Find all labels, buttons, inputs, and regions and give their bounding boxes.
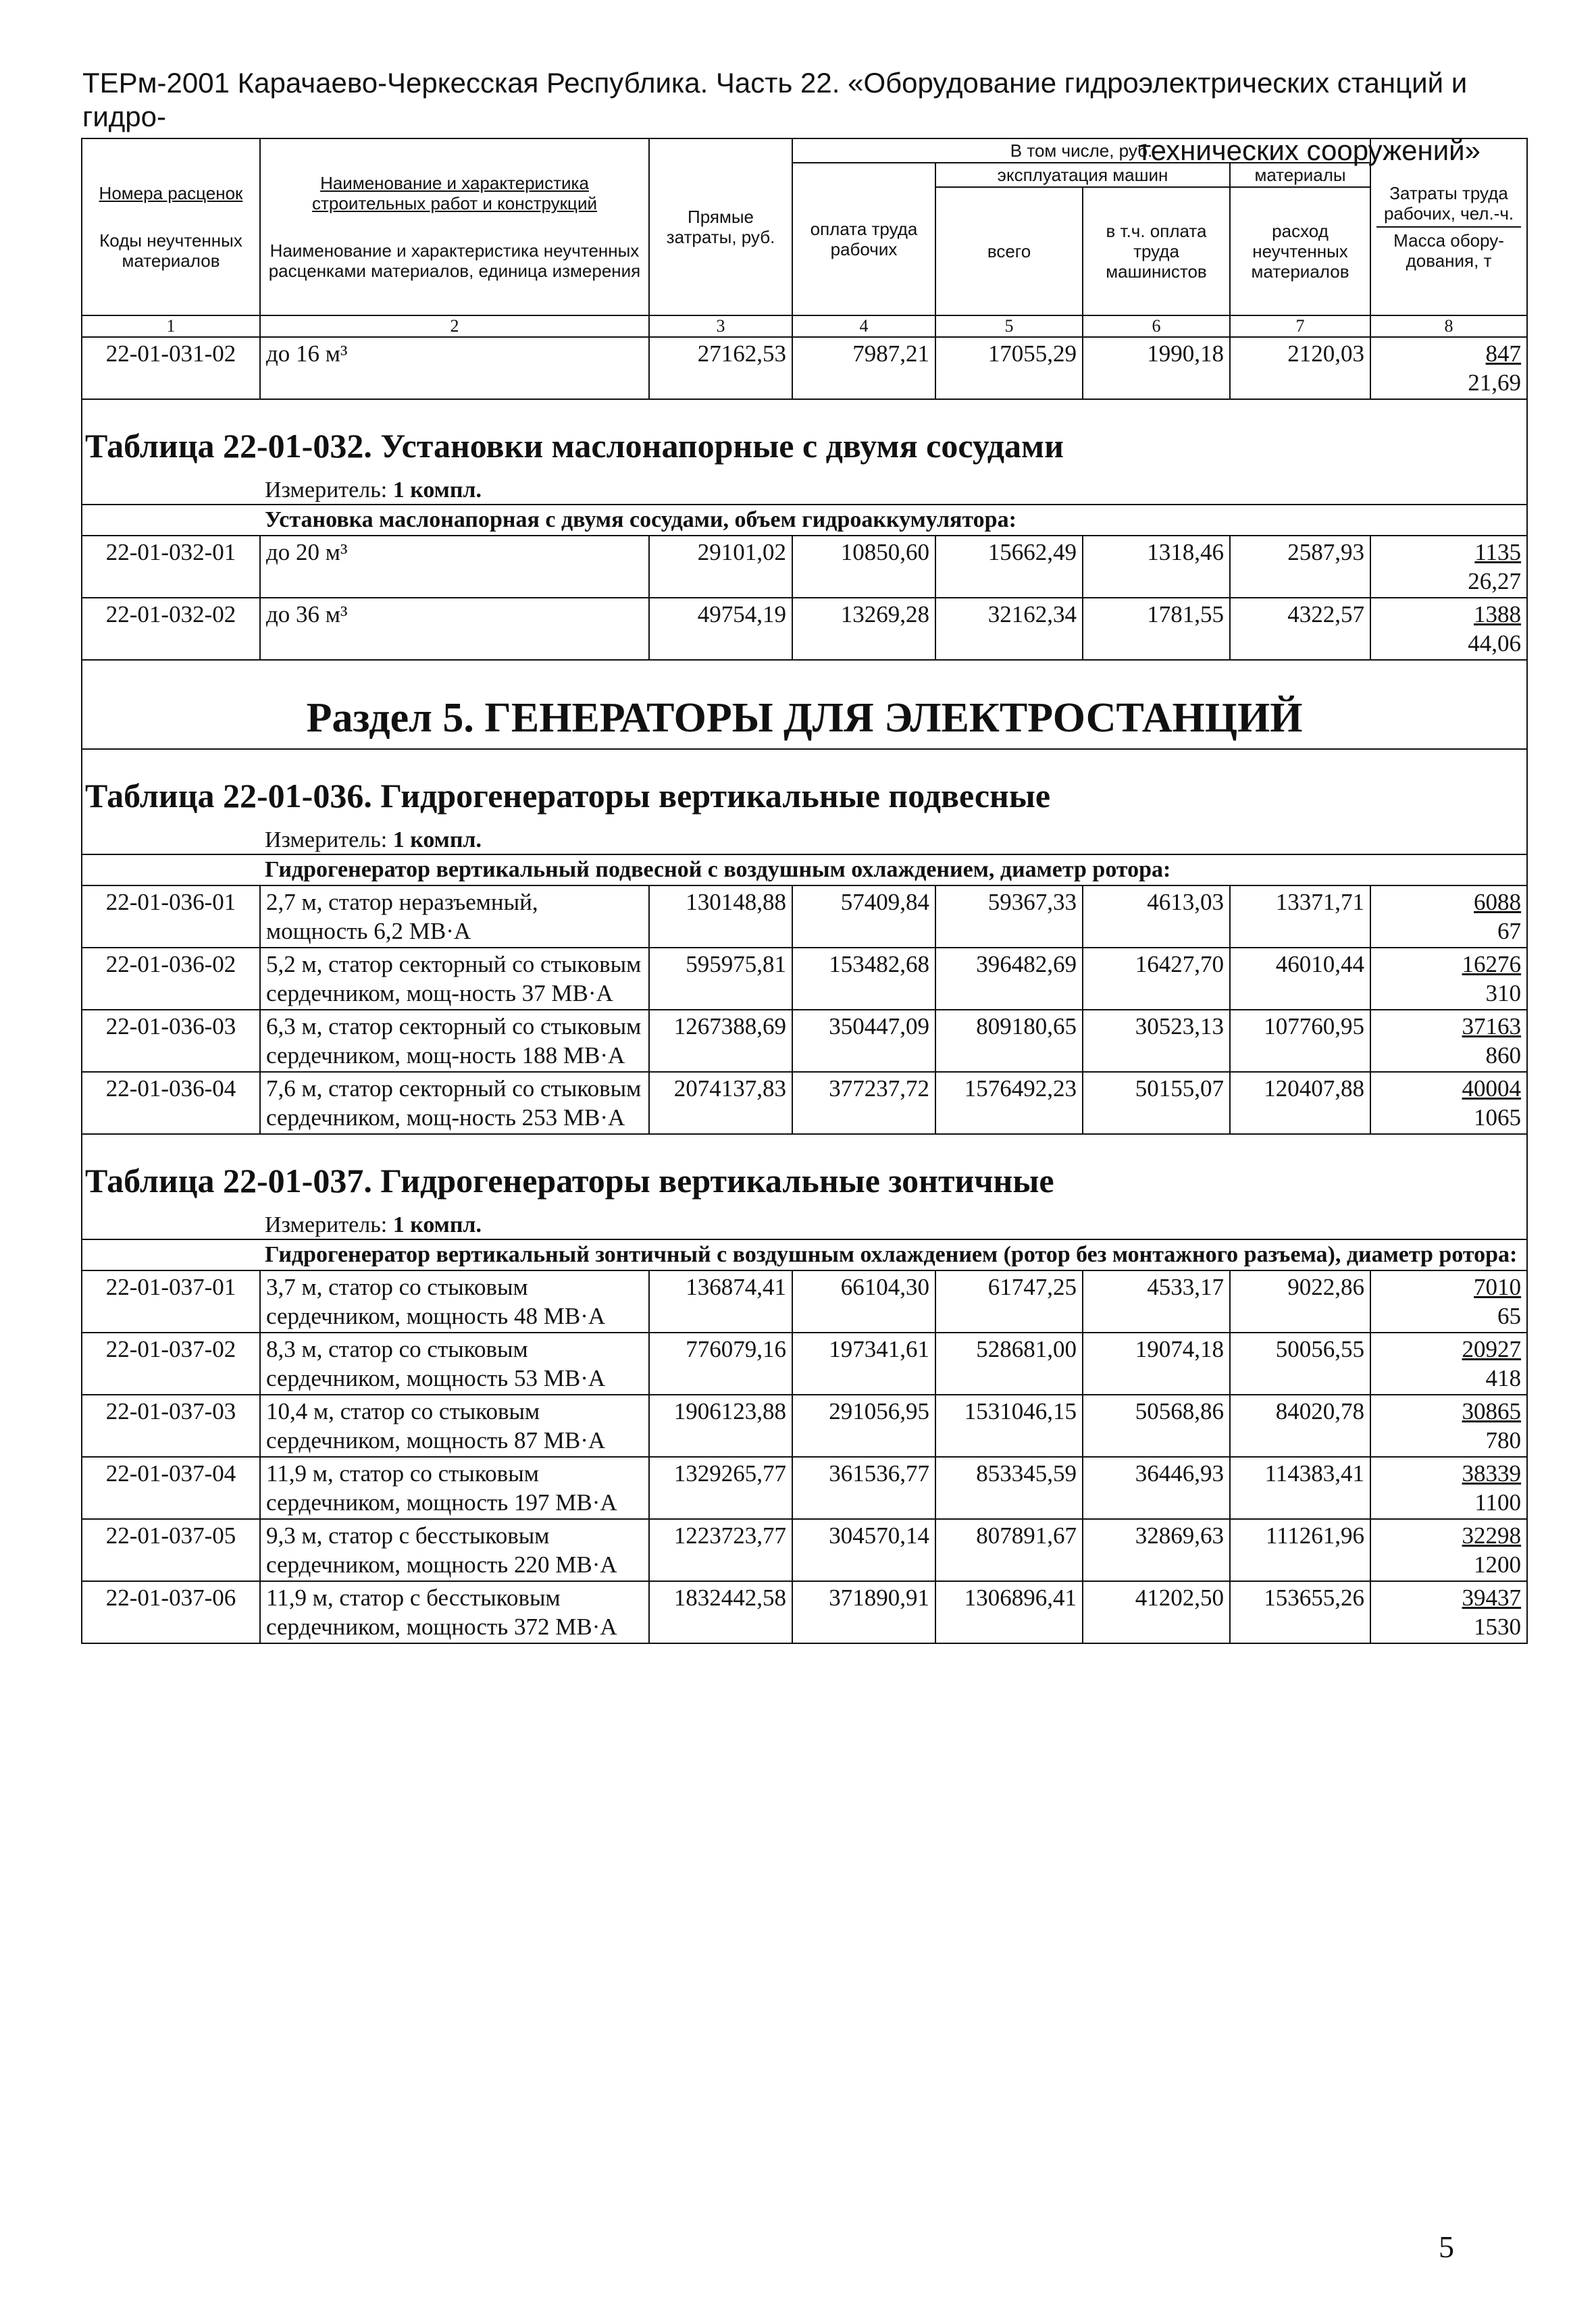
table-row [82, 1395, 1527, 1457]
column-number-8: 8 [1370, 315, 1527, 337]
equipment-mass: 780 [1485, 1427, 1522, 1454]
labor-hours: 39437 [1462, 1585, 1522, 1611]
table-row [82, 337, 1527, 399]
rate-name: 7,6 м, статор секторный со стыковым сердечником, мощ-ность 253 МВ·А [260, 1072, 649, 1134]
materials-cost: 111261,96 [1230, 1519, 1370, 1581]
table-row [82, 948, 1527, 1010]
rate-name: 5,2 м, статор секторный со стыковым сердечником, мощ-ность 37 МВ·А [260, 948, 649, 1010]
materials-cost: 46010,44 [1230, 948, 1370, 1010]
worker-wages: 197341,61 [792, 1333, 935, 1395]
labor-and-mass [1370, 1010, 1527, 1072]
labor-and-mass [1370, 1395, 1527, 1457]
rate-code: 22-01-036-03 [82, 1010, 260, 1072]
col-header-7: расход неучтенных материалов [1230, 187, 1370, 315]
rate-code: 22-01-031-02 [82, 337, 260, 399]
machine-cost: 396482,69 [935, 948, 1083, 1010]
equipment-mass: 21,69 [1468, 369, 1522, 396]
col-header-2: Наименование и характеристика строительных работ и конструкций Наименование и характеристика неучтенных расценками материалов, единица измерения [260, 138, 649, 315]
equipment-mass: 1200 [1474, 1551, 1522, 1578]
machinist-wages: 36446,93 [1083, 1457, 1230, 1519]
table-row [82, 1519, 1527, 1581]
col-header-4: оплата труда рабочих [792, 163, 935, 315]
rate-code: 22-01-036-04 [82, 1072, 260, 1134]
machinist-wages: 41202,50 [1083, 1581, 1230, 1643]
col-header-6: в т.ч. оплата труда машинистов [1083, 187, 1230, 315]
table-row [82, 1010, 1527, 1072]
measure-row [82, 820, 1527, 854]
table-title: Таблица 22-01-036. Гидрогенераторы вертикальные подвесные [82, 749, 1527, 820]
measure-label: Измеритель: [265, 1212, 388, 1237]
column-number-4: 4 [792, 315, 935, 337]
materials-cost: 13371,71 [1230, 885, 1370, 948]
labor-hours: 1388 [1474, 601, 1522, 627]
header-line-1: ТЕРм-2001 Карачаево-Черкесская Республика. Часть 22. «Оборудование гидроэлектрических станций и гидро- [82, 67, 1468, 132]
table-row [82, 536, 1527, 598]
col-header-3: Прямые затраты, руб. [649, 138, 792, 315]
labor-hours: 38339 [1462, 1460, 1522, 1487]
materials-cost: 84020,78 [1230, 1395, 1370, 1457]
rate-code: 22-01-036-01 [82, 885, 260, 948]
machine-cost: 61747,25 [935, 1270, 1083, 1333]
worker-wages: 10850,60 [792, 536, 935, 598]
materials-cost: 2587,93 [1230, 536, 1370, 598]
machine-cost: 528681,00 [935, 1333, 1083, 1395]
materials-cost: 153655,26 [1230, 1581, 1370, 1643]
labor-hours: 37163 [1462, 1013, 1522, 1039]
worker-wages: 66104,30 [792, 1270, 935, 1333]
labor-and-mass [1370, 337, 1527, 399]
labor-hours: 30865 [1462, 1398, 1522, 1424]
direct-cost: 49754,19 [649, 598, 792, 660]
machinist-wages: 1990,18 [1083, 337, 1230, 399]
measure [82, 820, 1527, 854]
machinist-wages: 1781,55 [1083, 598, 1230, 660]
measure-label: Измеритель: [265, 478, 388, 503]
measure-label: Измеритель: [265, 827, 388, 852]
table-row [82, 598, 1527, 660]
column-number-1: 1 [82, 315, 260, 337]
measure-value: 1 компл. [392, 478, 482, 503]
rate-name: 9,3 м, статор с бесстыковым сердечником, мощность 220 МВ·А [260, 1519, 649, 1581]
rate-code: 22-01-037-05 [82, 1519, 260, 1581]
direct-cost: 27162,53 [649, 337, 792, 399]
column-number-row [82, 315, 1527, 337]
column-number-3: 3 [649, 315, 792, 337]
worker-wages: 7987,21 [792, 337, 935, 399]
labor-hours: 847 [1485, 340, 1522, 367]
column-number-6: 6 [1083, 315, 1230, 337]
machine-cost: 32162,34 [935, 598, 1083, 660]
equipment-mass: 1530 [1474, 1614, 1522, 1640]
labor-hours: 7010 [1474, 1274, 1522, 1300]
col-header-including: В том числе, руб. [792, 138, 1370, 163]
machinist-wages: 32869,63 [1083, 1519, 1230, 1581]
group-heading: Установка маслонапорная с двумя сосудами, объем гидроаккумулятора: [82, 505, 1527, 536]
group-heading-row [82, 505, 1527, 536]
rate-code: 22-01-037-04 [82, 1457, 260, 1519]
direct-cost: 29101,02 [649, 536, 792, 598]
materials-cost: 120407,88 [1230, 1072, 1370, 1134]
machinist-wages: 4613,03 [1083, 885, 1230, 948]
rate-name: до 16 м³ [260, 337, 649, 399]
group-heading-row [82, 1239, 1527, 1270]
col-header-1: Номера расценок Коды неучтенных материалов [82, 138, 260, 315]
col-header-materials: материалы [1230, 163, 1370, 187]
column-number-2: 2 [260, 315, 649, 337]
table-title-row [82, 1134, 1527, 1205]
rate-code: 22-01-037-06 [82, 1581, 260, 1643]
column-number-7: 7 [1230, 315, 1370, 337]
worker-wages: 371890,91 [792, 1581, 935, 1643]
rate-name: 2,7 м, статор неразъемный, мощность 6,2 МВ·А [260, 885, 649, 948]
machinist-wages: 1318,46 [1083, 536, 1230, 598]
worker-wages: 304570,14 [792, 1519, 935, 1581]
section-heading: Раздел 5. ГЕНЕРАТОРЫ ДЛЯ ЭЛЕКТРОСТАНЦИЙ [82, 660, 1527, 749]
measure-value: 1 компл. [392, 827, 482, 852]
machinist-wages: 50568,86 [1083, 1395, 1230, 1457]
table-title: Таблица 22-01-032. Установки маслонапорные с двумя сосудами [82, 399, 1527, 470]
rate-code: 22-01-032-02 [82, 598, 260, 660]
equipment-mass: 418 [1485, 1365, 1522, 1391]
rate-name: 8,3 м, статор со стыковым сердечником, мощность 53 МВ·А [260, 1333, 649, 1395]
labor-hours: 20927 [1462, 1336, 1522, 1362]
labor-hours: 16276 [1462, 951, 1522, 977]
direct-cost: 130148,88 [649, 885, 792, 948]
measure [82, 1205, 1527, 1239]
worker-wages: 350447,09 [792, 1010, 935, 1072]
labor-and-mass [1370, 1333, 1527, 1395]
equipment-mass: 1065 [1474, 1104, 1522, 1131]
rate-code: 22-01-036-02 [82, 948, 260, 1010]
rate-code: 22-01-037-03 [82, 1395, 260, 1457]
worker-wages: 57409,84 [792, 885, 935, 948]
materials-cost: 107760,95 [1230, 1010, 1370, 1072]
materials-cost: 50056,55 [1230, 1333, 1370, 1395]
table-row [82, 1072, 1527, 1134]
rate-code: 22-01-032-01 [82, 536, 260, 598]
table-row [82, 1270, 1527, 1333]
labor-hours: 1135 [1474, 539, 1522, 565]
table-title: Таблица 22-01-037. Гидрогенераторы вертикальные зонтичные [82, 1134, 1527, 1205]
machinist-wages: 4533,17 [1083, 1270, 1230, 1333]
machine-cost: 59367,33 [935, 885, 1083, 948]
group-heading: Гидрогенератор вертикальный подвесной с воздушным охлаждением, диаметр ротора: [82, 854, 1527, 885]
machinist-wages: 16427,70 [1083, 948, 1230, 1010]
worker-wages: 13269,28 [792, 598, 935, 660]
direct-cost: 595975,81 [649, 948, 792, 1010]
materials-cost: 4322,57 [1230, 598, 1370, 660]
worker-wages: 291056,95 [792, 1395, 935, 1457]
materials-cost: 9022,86 [1230, 1270, 1370, 1333]
machine-cost: 17055,29 [935, 337, 1083, 399]
rate-code: 22-01-037-02 [82, 1333, 260, 1395]
equipment-mass: 65 [1497, 1303, 1522, 1329]
machine-cost: 15662,49 [935, 536, 1083, 598]
direct-cost: 1329265,77 [649, 1457, 792, 1519]
rate-name: до 20 м³ [260, 536, 649, 598]
table-row [82, 885, 1527, 948]
equipment-mass: 26,27 [1468, 568, 1522, 594]
col-header-machines: эксплуатация машин [935, 163, 1230, 187]
rates-table [81, 138, 1528, 1644]
labor-hours: 32298 [1462, 1522, 1522, 1549]
column-number-5: 5 [935, 315, 1083, 337]
rates-table-wrapper [81, 138, 1526, 1644]
rate-name: до 36 м³ [260, 598, 649, 660]
direct-cost: 1832442,58 [649, 1581, 792, 1643]
table-row [82, 1581, 1527, 1643]
rate-name: 3,7 м, статор со стыковым сердечником, мощность 48 МВ·А [260, 1270, 649, 1333]
materials-cost: 2120,03 [1230, 337, 1370, 399]
worker-wages: 153482,68 [792, 948, 935, 1010]
measure-value: 1 компл. [392, 1212, 482, 1237]
page-number: 5 [1439, 2230, 1454, 2264]
machine-cost: 809180,65 [935, 1010, 1083, 1072]
materials-cost: 114383,41 [1230, 1457, 1370, 1519]
labor-and-mass [1370, 1072, 1527, 1134]
direct-cost: 1223723,77 [649, 1519, 792, 1581]
measure-row [82, 470, 1527, 505]
labor-and-mass [1370, 1457, 1527, 1519]
machinist-wages: 30523,13 [1083, 1010, 1230, 1072]
header-line-2: технических сооружений» [1137, 134, 1481, 166]
machine-cost: 1306896,41 [935, 1581, 1083, 1643]
equipment-mass: 310 [1485, 980, 1522, 1006]
machinist-wages: 50155,07 [1083, 1072, 1230, 1134]
rate-name: 10,4 м, статор со стыковым сердечником, мощность 87 МВ·А [260, 1395, 649, 1457]
rate-name: 6,3 м, статор секторный со стыковым сердечником, мощ-ность 188 МВ·А [260, 1010, 649, 1072]
machinist-wages: 19074,18 [1083, 1333, 1230, 1395]
measure [82, 470, 1527, 505]
machine-cost: 1531046,15 [935, 1395, 1083, 1457]
table-row [82, 1333, 1527, 1395]
labor-hours: 40004 [1462, 1075, 1522, 1102]
col-header-8: Затраты труда рабочих, чел.-ч. Масса обору-дования, т [1370, 138, 1527, 315]
direct-cost: 1267388,69 [649, 1010, 792, 1072]
direct-cost: 2074137,83 [649, 1072, 792, 1134]
equipment-mass: 1100 [1474, 1489, 1522, 1516]
labor-and-mass [1370, 536, 1527, 598]
equipment-mass: 44,06 [1468, 630, 1522, 657]
rate-name: 11,9 м, статор с бесстыковым сердечником, мощность 372 МВ·А [260, 1581, 649, 1643]
worker-wages: 377237,72 [792, 1072, 935, 1134]
rate-name: 11,9 м, статор со стыковым сердечником, мощность 197 МВ·А [260, 1457, 649, 1519]
labor-and-mass [1370, 598, 1527, 660]
measure-row [82, 1205, 1527, 1239]
section-heading-row [82, 660, 1527, 749]
direct-cost: 776079,16 [649, 1333, 792, 1395]
col-header-5: всего [935, 187, 1083, 315]
machine-cost: 853345,59 [935, 1457, 1083, 1519]
labor-and-mass [1370, 885, 1527, 948]
rate-code: 22-01-037-01 [82, 1270, 260, 1333]
labor-and-mass [1370, 1581, 1527, 1643]
equipment-mass: 860 [1485, 1042, 1522, 1069]
table-title-row [82, 399, 1527, 470]
header-row-1 [82, 138, 1527, 163]
labor-hours: 6088 [1474, 889, 1522, 915]
labor-and-mass [1370, 1270, 1527, 1333]
worker-wages: 361536,77 [792, 1457, 935, 1519]
machine-cost: 807891,67 [935, 1519, 1083, 1581]
group-heading-row [82, 854, 1527, 885]
table-title-row [82, 749, 1527, 820]
labor-and-mass [1370, 1519, 1527, 1581]
direct-cost: 1906123,88 [649, 1395, 792, 1457]
equipment-mass: 67 [1497, 918, 1522, 944]
labor-and-mass [1370, 948, 1527, 1010]
direct-cost: 136874,41 [649, 1270, 792, 1333]
machine-cost: 1576492,23 [935, 1072, 1083, 1134]
table-row [82, 1457, 1527, 1519]
group-heading: Гидрогенератор вертикальный зонтичный с воздушным охлаждением (ротор без монтажного разъема), диаметр ротора: [82, 1239, 1527, 1270]
